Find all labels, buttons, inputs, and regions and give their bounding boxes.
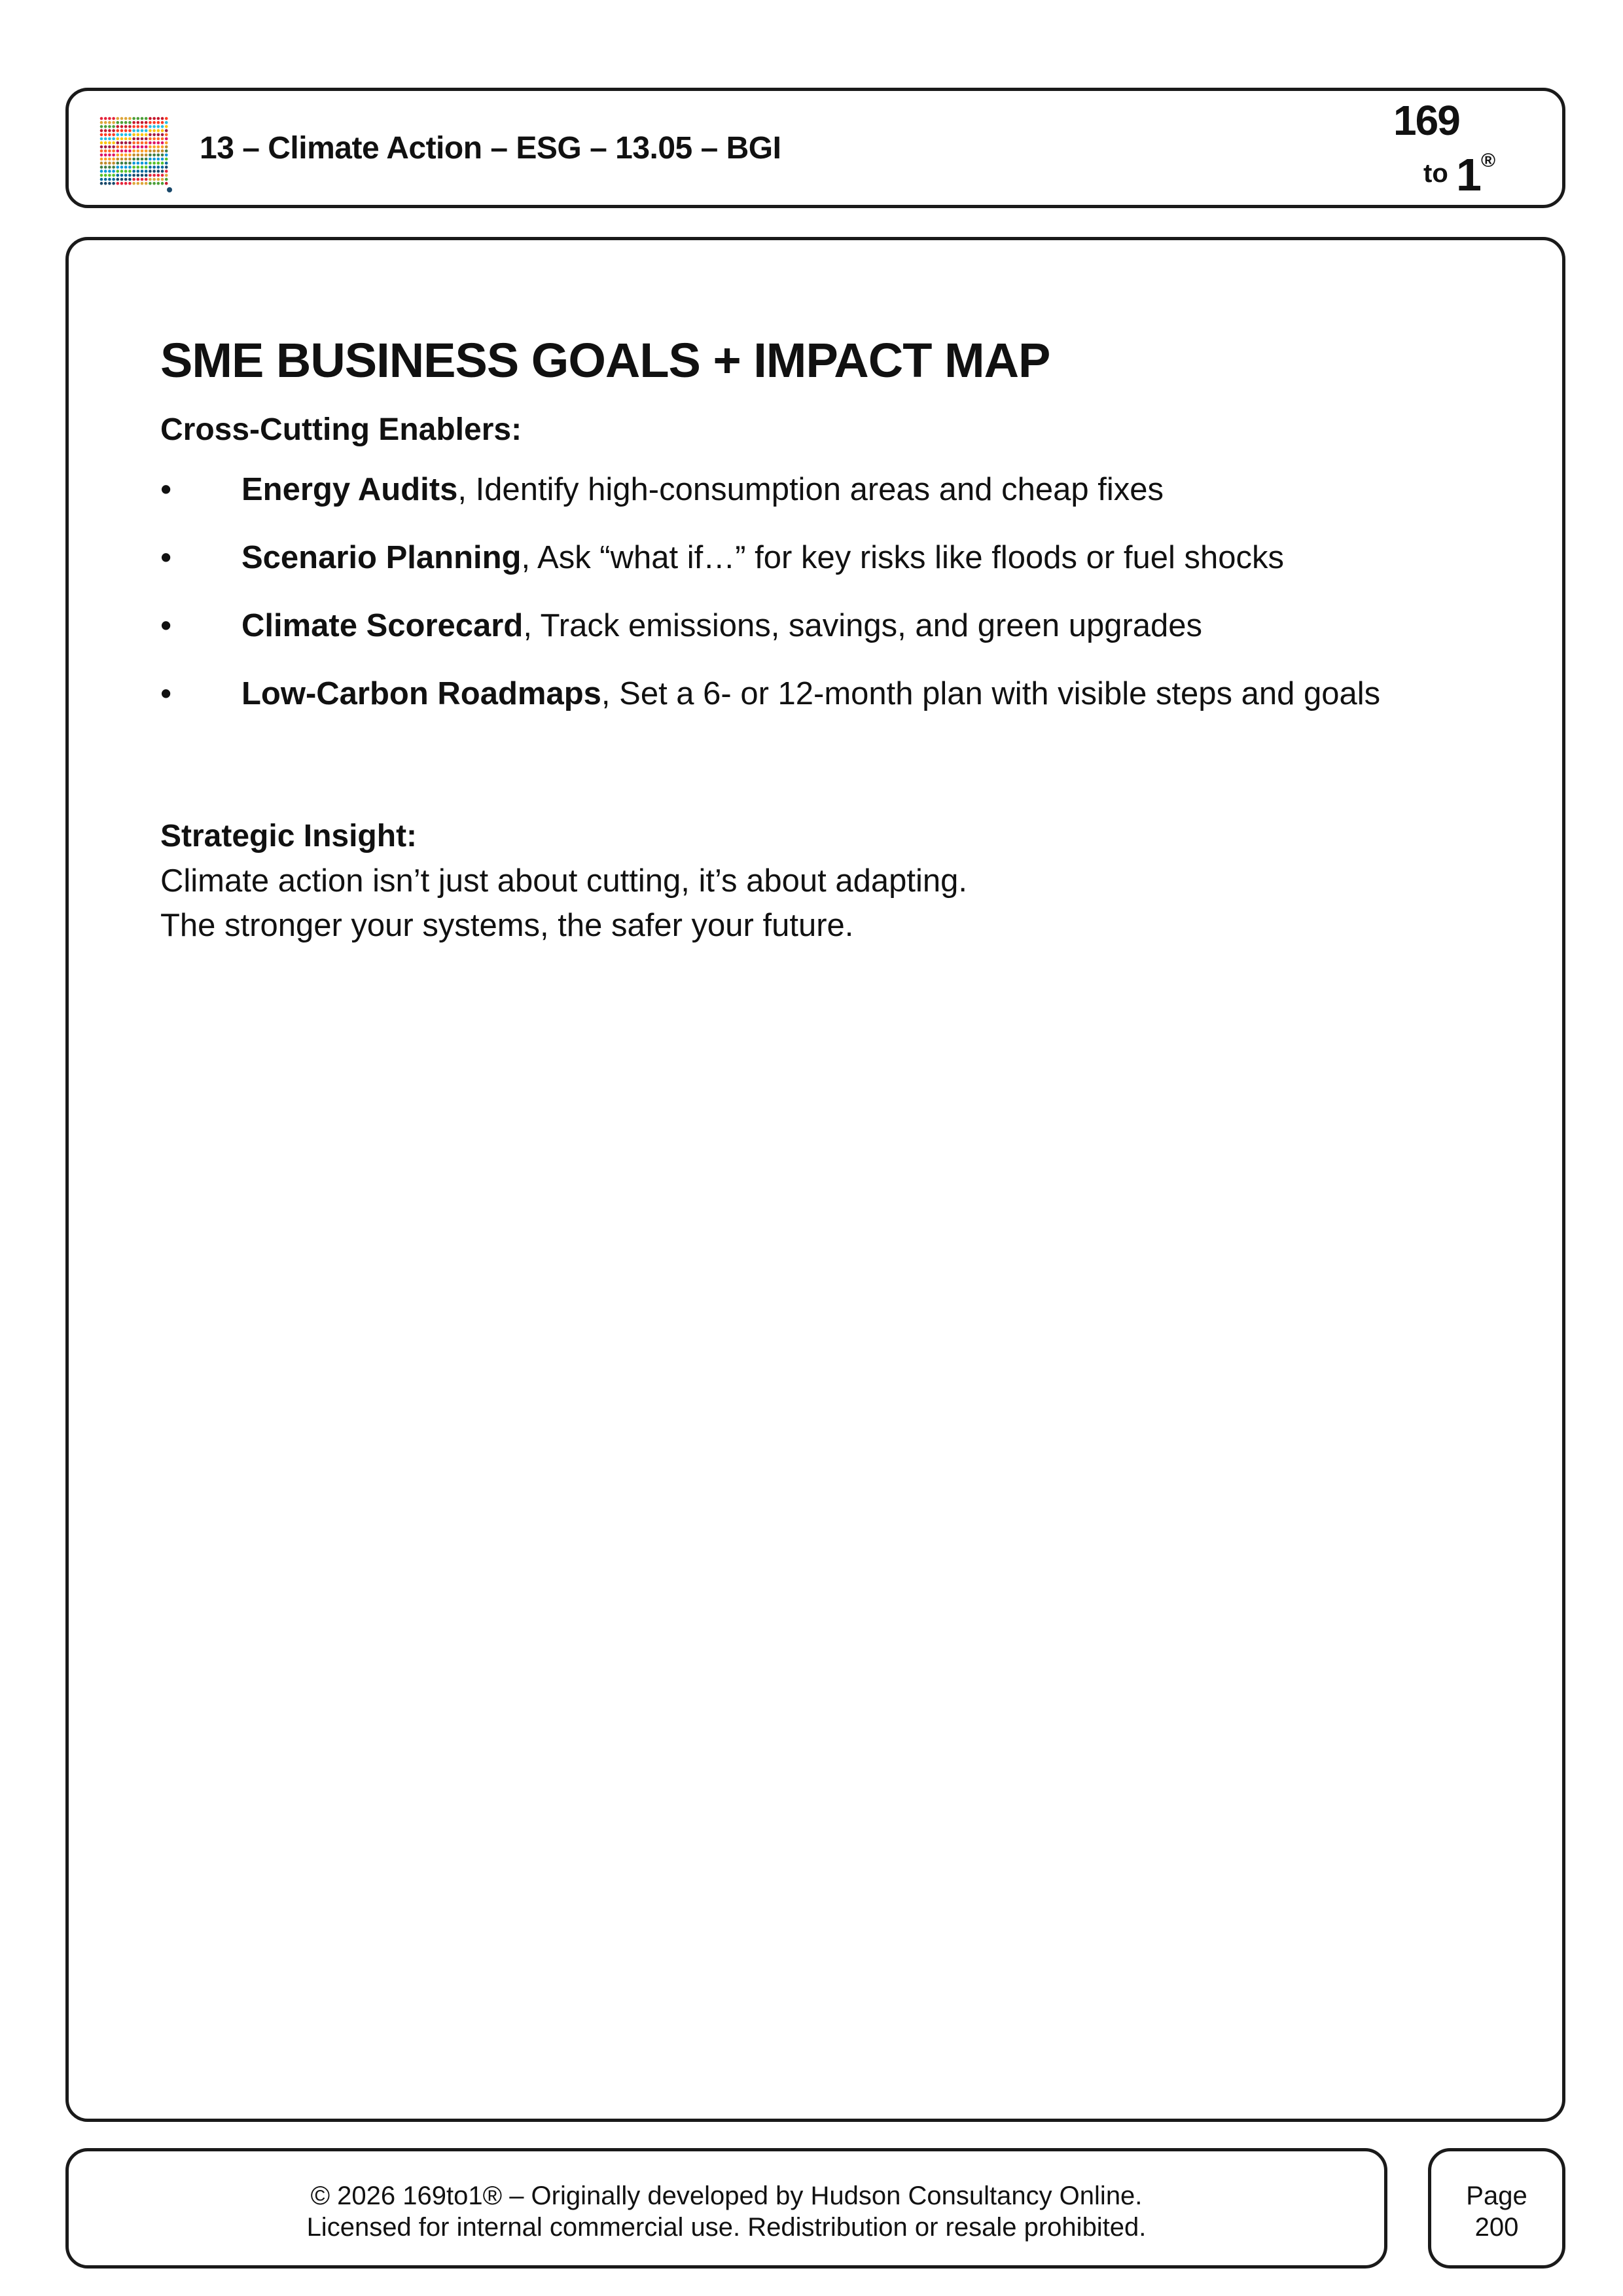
bullet: • xyxy=(160,676,172,712)
copyright-line: © 2026 169to1® – Originally developed by Hudson Consultancy Online. xyxy=(310,2181,1143,2210)
enabler-term: Low-Carbon Roadmaps xyxy=(241,676,601,712)
bullet: • xyxy=(160,608,172,644)
header-title: 13 – Climate Action – ESG – 13.05 – BGI xyxy=(200,131,781,166)
brand-to: to xyxy=(1423,159,1448,188)
enablers-list xyxy=(160,467,1469,716)
insight-line: Climate action isn’t just about cutting, it’s about adapting. xyxy=(160,863,967,899)
footer-text xyxy=(69,2180,1384,2243)
brand-one: 1 xyxy=(1456,149,1482,200)
page-footer xyxy=(65,2148,1387,2269)
page-title: SME BUSINESS GOALS + IMPACT MAP xyxy=(160,333,1050,387)
list-item xyxy=(160,603,1469,648)
license-line: Licensed for internal commercial use. Redistribution or resale prohibited. xyxy=(306,2213,1147,2242)
enabler-text: , Track emissions, savings, and green upgrades xyxy=(523,608,1203,644)
insight-heading: Strategic Insight: xyxy=(160,819,418,854)
content-panel xyxy=(65,237,1565,2122)
enabler-text: , Ask “what if…” for key risks like floods or fuel shocks xyxy=(521,540,1284,576)
page-number-box xyxy=(1428,2148,1565,2269)
list-item xyxy=(160,467,1469,512)
page-label: Page xyxy=(1466,2181,1527,2210)
list-item xyxy=(160,535,1469,580)
enablers-heading: Cross-Cutting Enablers: xyxy=(160,412,522,447)
brand-registered: ® xyxy=(1481,150,1496,171)
enabler-text: , Set a 6- or 12-month plan with visible steps and goals xyxy=(601,676,1381,712)
enabler-text: , Identify high-consumption areas and cheap fixes xyxy=(457,472,1164,508)
enabler-term: Scenario Planning xyxy=(241,540,522,576)
bullet: • xyxy=(160,540,172,576)
brand-169: 169 xyxy=(1393,97,1459,144)
dot-grid-logo-icon xyxy=(99,116,172,193)
enabler-term: Climate Scorecard xyxy=(241,608,524,644)
page-number xyxy=(1431,2180,1562,2243)
bullet: • xyxy=(160,472,172,508)
insight-line: The stronger your systems, the safer your future. xyxy=(160,908,854,944)
enabler-term: Energy Audits xyxy=(241,472,458,508)
page-header xyxy=(65,88,1565,208)
strategic-insight xyxy=(160,814,1469,948)
list-item xyxy=(160,672,1469,716)
page-value: 200 xyxy=(1474,2213,1519,2242)
brand-mark xyxy=(1372,96,1503,207)
content xyxy=(160,332,1469,948)
